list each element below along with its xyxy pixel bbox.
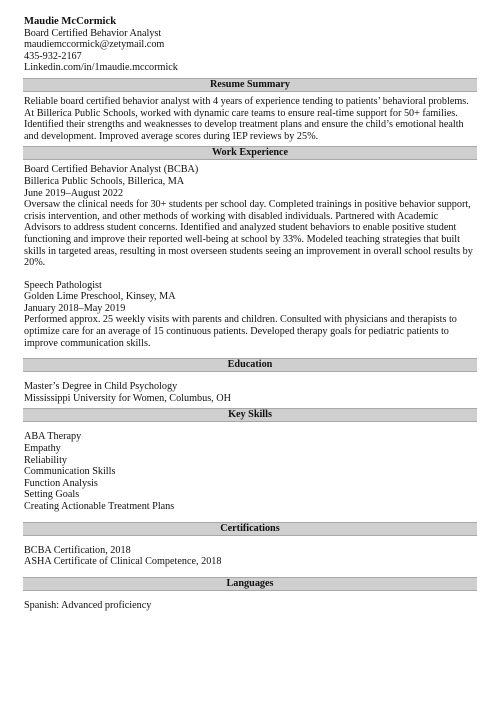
list-item: Reliability [24,454,68,466]
section-heading-languages: Languages [23,577,477,591]
contact-block [24,16,476,74]
list-item: Spanish: Advanced proficiency [24,599,152,611]
job-description: Performed approx. 25 weekly visits with parents and children. Consulted with physicians and therapists to optimize care for an average of 15 continuous patients. Developed therapy goals for pediatric patients to improve communication skills. [24,314,457,349]
section-heading-certifications: Certifications [23,522,477,536]
job-dates: June 2019–August 2022 [24,187,124,199]
job-employer: Billerica Public Schools, Billerica, MA [24,175,185,187]
job-employer: Golden Lime Preschool, Kinsey, MA [24,291,176,303]
list-item: Communication Skills [24,466,116,478]
job-entry [24,164,476,268]
education-school: Mississippi University for Women, Columbus, OH [24,392,231,404]
list-item: BCBA Certification, 2018 [24,544,131,556]
list-item: ABA Therapy [24,431,82,443]
job-description: Oversaw the clinical needs for 30+ students per school day. Completed trainings in positive behavior support, crisis intervention, and other methods of working with disabled individuals. Partnered with Academic Advisors to address student concerns. Identified and analyzed student behaviors to enable positive student functioning and improve their reported well-being at school by 33%. Modeled teaching strategies that built skills in targeted areas, resulting in most overseen students seeing an improvement in overall school results by 20%. [24,199,473,269]
summary-text: Reliable board certified behavior analyst with 4 years of experience tending to patients’ behavioral problems. At Billerica Public Schools, worked with dynamic care teams to ensure real-time support for 50+ families. Identified their strengths and weaknesses to develop treatment plans and ensure the child’s emotional health and development. Improved average scores during IEP reviews by 25%. [24,95,469,142]
languages-list [24,600,476,612]
list-item: Creating Actionable Treatment Plans [24,501,175,512]
contact-phone[interactable]: 435-932-2167 [24,50,82,62]
section-heading-education: Education [23,358,477,372]
section-heading-summary: Resume Summary [23,78,477,92]
contact-linkedin[interactable]: Linkedin.com/in/1maudie.mccormick [24,62,178,74]
job-dates: January 2018–May 2019 [24,302,126,314]
contact-email[interactable]: maudiemccormick@zetymail.com [24,39,165,51]
job-entry [24,280,476,350]
certifications-list [24,545,476,568]
section-heading-experience: Work Experience [23,146,477,160]
candidate-name: Maudie McCormick [24,16,117,27]
candidate-title: Board Certified Behavior Analyst [24,27,162,39]
job-title: Speech Pathologist [24,279,102,291]
section-heading-skills: Key Skills [23,408,477,422]
list-item: ASHA Certificate of Clinical Competence, 2018 [24,556,222,568]
education-degree: Master’s Degree in Child Psychology [24,381,178,393]
list-item: Function Analysis [24,477,98,489]
skills-list [24,431,476,512]
job-title: Board Certified Behavior Analyst (BCBA) [24,164,199,176]
list-item: Setting Goals [24,489,80,501]
list-item: Empathy [24,443,61,455]
